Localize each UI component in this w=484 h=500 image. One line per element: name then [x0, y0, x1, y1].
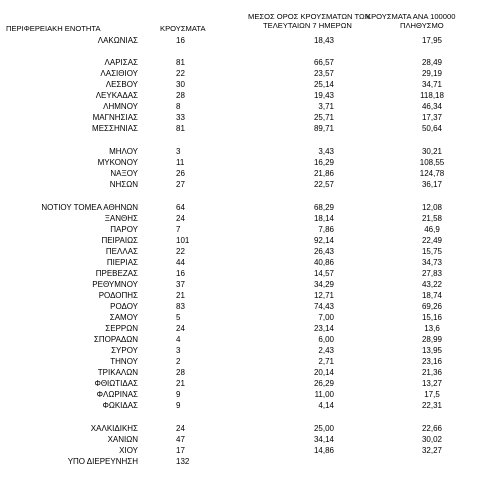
cases-cell: 22	[176, 69, 185, 78]
per100k-cell: 22,49	[421, 236, 443, 245]
header-region: ΠΕΡΙΦΕΡΕΙΑΚΗ ΕΝΟΤΗΤΑ	[6, 24, 101, 33]
region-cell: ΝΑΞΟΥ	[110, 169, 138, 178]
cases-cell: 64	[176, 203, 185, 212]
region-cell: ΜΗΛΟΥ	[109, 147, 138, 156]
avg-cell: 12,71	[313, 291, 334, 300]
table-row	[0, 91, 484, 101]
region-cell: ΤΡΙΚΑΛΩΝ	[97, 368, 138, 377]
region-cell: ΜΥΚΟΝΟΥ	[97, 158, 138, 167]
region-cell: ΠΙΕΡΙΑΣ	[106, 258, 138, 267]
cases-cell: 101	[176, 236, 190, 245]
table-row	[0, 291, 484, 301]
region-cell: ΡΟΔΟΠΗΣ	[98, 291, 138, 300]
cases-cell: 24	[176, 424, 185, 433]
table-row	[0, 446, 484, 456]
per100k-cell: 34,73	[421, 258, 443, 267]
avg-cell: 66,57	[313, 58, 334, 67]
cases-cell: 44	[176, 258, 185, 267]
avg-cell: 3,43	[318, 147, 334, 156]
table-row	[0, 36, 484, 46]
avg-cell: 89,71	[313, 124, 334, 133]
avg-cell: 11,00	[314, 390, 334, 399]
per100k-cell: 30,02	[421, 435, 443, 444]
cases-cell: 26	[176, 169, 185, 178]
table-row	[0, 401, 484, 411]
cases-cell: 21	[176, 379, 185, 388]
per100k-cell: 22,66	[421, 424, 443, 433]
avg-cell: 25,71	[313, 113, 334, 122]
per100k-cell: 46,34	[421, 102, 443, 111]
per100k-cell: 21,36	[421, 368, 443, 377]
region-cell: ΛΗΜΝΟΥ	[103, 102, 138, 111]
per100k-cell: 50,64	[421, 124, 443, 133]
cases-cell: 21	[176, 291, 185, 300]
cases-cell: 33	[176, 113, 185, 122]
avg-cell: 2,43	[318, 346, 334, 355]
avg-cell: 26,43	[313, 247, 334, 256]
region-cell: ΣΥΡΟΥ	[111, 346, 138, 355]
per100k-cell: 27,83	[421, 269, 443, 278]
avg-cell: 92,14	[313, 236, 334, 245]
cases-cell: 7	[176, 225, 181, 234]
avg-cell: 4,14	[318, 401, 334, 410]
per100k-cell: 18,74	[421, 291, 443, 300]
table-row	[0, 269, 484, 279]
cases-cell: 16	[176, 269, 185, 278]
table-row	[0, 113, 484, 123]
table-row	[0, 102, 484, 112]
avg-cell: 74,43	[313, 302, 334, 311]
region-cell: ΜΑΓΝΗΣΙΑΣ	[92, 113, 138, 122]
per100k-cell: 36,17	[421, 180, 443, 189]
cases-cell: 83	[176, 302, 185, 311]
region-cell: ΞΑΝΘΗΣ	[104, 214, 138, 223]
per100k-cell: 13,95	[421, 346, 443, 355]
table-row	[0, 124, 484, 134]
per100k-cell: 34,71	[421, 80, 443, 89]
cases-cell: 22	[176, 247, 185, 256]
cases-cell: 28	[176, 91, 185, 100]
avg-cell: 16,29	[313, 158, 334, 167]
per100k-cell: 15,75	[421, 247, 443, 256]
avg-cell: 25,14	[313, 80, 334, 89]
cases-cell: 9	[176, 401, 181, 410]
region-cell: ΣΠΟΡΑΔΩΝ	[93, 335, 138, 344]
cases-cell: 37	[176, 280, 185, 289]
avg-cell: 14,57	[313, 269, 334, 278]
region-cell: ΝΟΤΙΟΥ ΤΟΜΕΑ ΑΘΗΝΩΝ	[41, 203, 138, 212]
table-row	[0, 158, 484, 168]
region-cell: ΠΡΕΒΕΖΑΣ	[95, 269, 138, 278]
cases-cell: 132	[176, 457, 190, 466]
per100k-cell: 118,18	[420, 91, 444, 100]
table-row	[0, 435, 484, 445]
cases-cell: 8	[176, 102, 181, 111]
header-cases: ΚΡΟΥΣΜΑΤΑ	[160, 24, 206, 33]
cases-cell: 2	[176, 357, 181, 366]
table-row	[0, 346, 484, 356]
per100k-cell: 30,21	[421, 147, 443, 156]
region-cell: ΣΑΜΟΥ	[109, 313, 138, 322]
header-avg-line1: ΜΕΣΟΣ ΟΡΟΣ ΚΡΟΥΣΜΑΤΩΝ ΤΩΝ	[248, 12, 371, 21]
header-per100k-line1: ΚΡΟΥΣΜΑΤΑ ΑΝΑ 100000	[366, 12, 456, 21]
avg-cell: 25,00	[313, 424, 334, 433]
per100k-cell: 21,58	[421, 214, 443, 223]
per100k-cell: 23,16	[421, 357, 443, 366]
avg-cell: 22,57	[313, 180, 334, 189]
per100k-cell: 28,99	[421, 335, 443, 344]
region-cell: ΛΑΣΙΘΙΟΥ	[100, 69, 138, 78]
table-row	[0, 368, 484, 378]
per100k-cell: 17,37	[421, 113, 443, 122]
per100k-cell: 15,16	[421, 313, 443, 322]
region-cell: ΡΟΔΟΥ	[110, 302, 138, 311]
region-cell: ΦΘΙΩΤΙΔΑΣ	[94, 379, 138, 388]
avg-cell: 7,86	[318, 225, 334, 234]
per100k-cell: 17,5	[424, 390, 440, 399]
avg-cell: 26,29	[313, 379, 334, 388]
region-cell: ΜΕΣΣΗΝΙΑΣ	[92, 124, 138, 133]
region-cell: ΝΗΣΩΝ	[109, 180, 138, 189]
cases-cell: 17	[176, 446, 185, 455]
table-row	[0, 335, 484, 345]
cases-cell: 27	[176, 180, 185, 189]
avg-cell: 68,29	[313, 203, 334, 212]
region-cell: ΧΑΝΙΩΝ	[107, 435, 138, 444]
table-row	[0, 313, 484, 323]
avg-cell: 20,14	[313, 368, 334, 377]
cases-cell: 16	[176, 36, 185, 45]
region-cell: ΡΕΘΥΜΝΟΥ	[92, 280, 138, 289]
region-cell: ΦΩΚΙΔΑΣ	[102, 401, 138, 410]
table-row	[0, 390, 484, 400]
region-cell: ΛΕΥΚΑΔΑΣ	[95, 91, 138, 100]
table-row	[0, 225, 484, 235]
region-cell: ΤΗΝΟΥ	[110, 357, 138, 366]
cases-cell: 28	[176, 368, 185, 377]
region-cell: ΠΕΙΡΑΙΩΣ	[101, 236, 138, 245]
table-row	[0, 280, 484, 290]
region-cell: ΧΑΛΚΙΔΙΚΗΣ	[90, 424, 138, 433]
cases-cell: 9	[176, 390, 181, 399]
table-row	[0, 69, 484, 79]
avg-cell: 7,00	[318, 313, 334, 322]
table-row	[0, 457, 484, 467]
avg-cell: 34,14	[313, 435, 334, 444]
table-row	[0, 147, 484, 157]
region-cell: ΣΕΡΡΩΝ	[105, 324, 138, 333]
avg-cell: 6,00	[318, 335, 334, 344]
avg-cell: 23,14	[313, 324, 334, 333]
table-row	[0, 247, 484, 257]
per100k-cell: 17,95	[421, 36, 443, 45]
cases-cell: 30	[176, 80, 185, 89]
avg-cell: 23,57	[313, 69, 334, 78]
table-row	[0, 169, 484, 179]
table-row	[0, 180, 484, 190]
per100k-cell: 108,55	[419, 158, 445, 167]
region-cell: ΠΑΡΟΥ	[110, 225, 138, 234]
table-row	[0, 80, 484, 90]
avg-cell: 3,71	[318, 102, 334, 111]
avg-cell: 21,86	[313, 169, 334, 178]
avg-cell: 34,29	[313, 280, 334, 289]
region-cell: ΛΑΡΙΣΑΣ	[104, 58, 138, 67]
avg-cell: 18,14	[313, 214, 334, 223]
per100k-cell: 29,19	[421, 69, 443, 78]
table-row	[0, 258, 484, 268]
table-row	[0, 379, 484, 389]
per100k-cell: 13,6	[424, 324, 440, 333]
cases-cell: 5	[176, 313, 181, 322]
per100k-cell: 22,31	[421, 401, 443, 410]
table-row	[0, 357, 484, 367]
per100k-cell: 32,27	[421, 446, 443, 455]
per100k-cell: 46,9	[424, 225, 440, 234]
region-cell: ΛΑΚΩΝΙΑΣ	[97, 36, 138, 45]
cases-cell: 24	[176, 214, 185, 223]
cases-cell: 11	[176, 158, 185, 167]
table-row	[0, 302, 484, 312]
header-avg-line2: ΤΕΛΕΥΤΑΙΩΝ 7 ΗΜΕΡΩΝ	[263, 21, 352, 30]
per100k-cell: 69,26	[421, 302, 443, 311]
table-row	[0, 424, 484, 434]
region-cell: ΧΙΟΥ	[119, 446, 138, 455]
cases-cell: 3	[176, 147, 181, 156]
region-cell: ΥΠΟ ΔΙΕΡΕΥΝΗΣΗ	[67, 457, 138, 466]
cases-cell: 81	[176, 124, 185, 133]
cases-cell: 4	[176, 335, 181, 344]
cases-cell: 81	[176, 58, 185, 67]
per100k-cell: 12,08	[421, 203, 443, 212]
cases-cell: 47	[176, 435, 185, 444]
table-row	[0, 203, 484, 213]
per100k-cell: 43,22	[421, 280, 443, 289]
per100k-cell: 124,78	[419, 169, 445, 178]
table-row	[0, 324, 484, 334]
avg-cell: 40,86	[313, 258, 334, 267]
region-cell: ΛΕΣΒΟΥ	[105, 80, 138, 89]
table-row	[0, 214, 484, 224]
cases-cell: 3	[176, 346, 181, 355]
avg-cell: 14,86	[313, 446, 334, 455]
region-cell: ΦΛΩΡΙΝΑΣ	[96, 390, 138, 399]
avg-cell: 18,43	[313, 36, 334, 45]
table-row	[0, 58, 484, 68]
avg-cell: 19,43	[313, 91, 334, 100]
header-per100k-line2: ΠΛΗΘΥΣΜΟ	[400, 21, 444, 30]
avg-cell: 2,71	[318, 357, 334, 366]
per100k-cell: 13,27	[421, 379, 443, 388]
cases-cell: 24	[176, 324, 185, 333]
table-row	[0, 236, 484, 246]
per100k-cell: 28,49	[421, 58, 443, 67]
region-cell: ΠΕΛΛΑΣ	[105, 247, 138, 256]
